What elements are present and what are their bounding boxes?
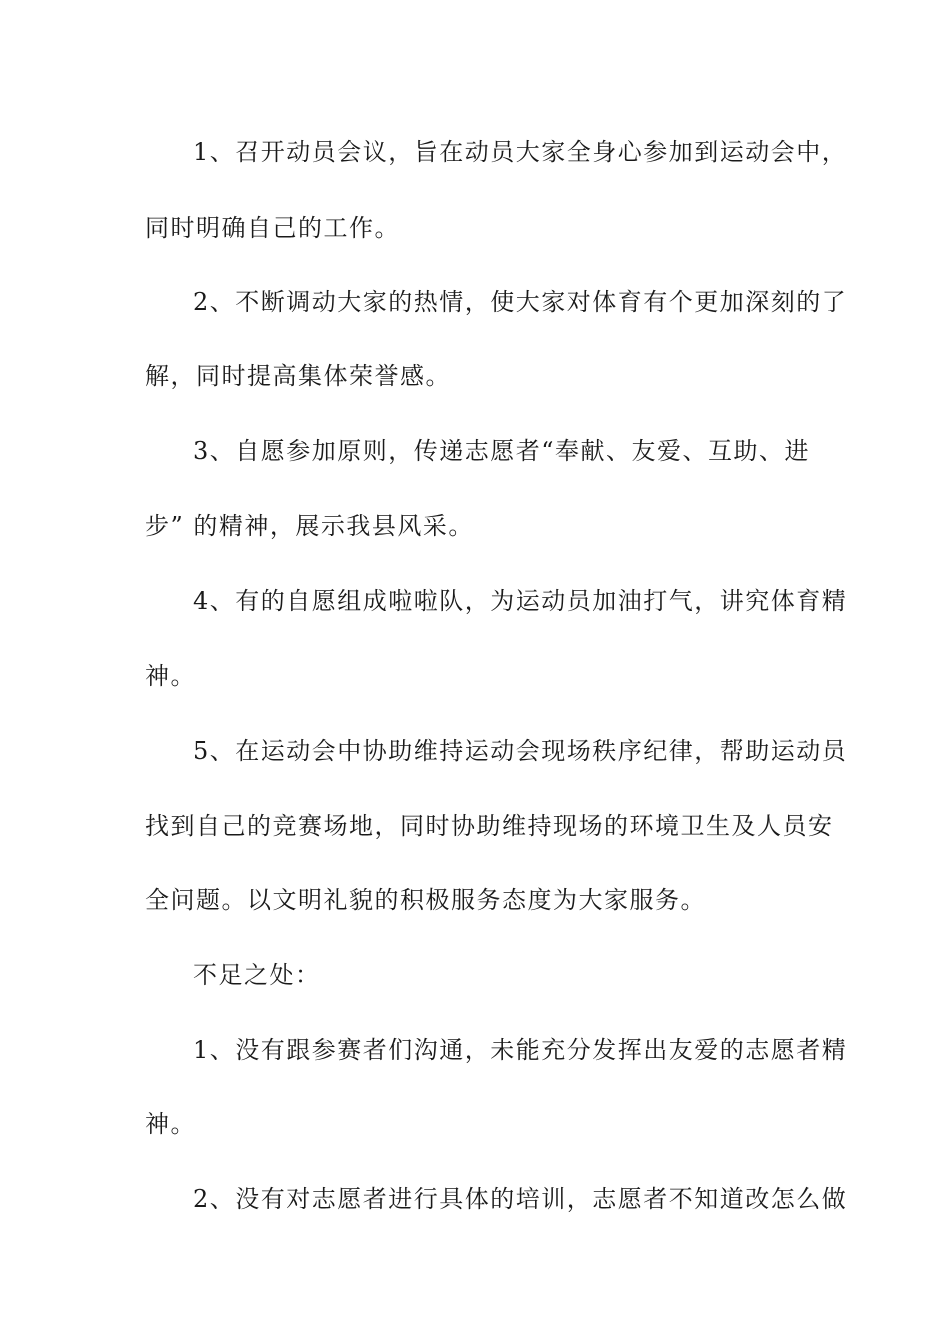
paragraph-5-line-1: 5、在运动会中协助维持运动会现场秩序纪律，帮助运动员: [193, 737, 848, 765]
paragraph-4-line-1: 4、有的自愿组成啦啦队，为运动员加油打气，讲究体育精: [193, 587, 848, 615]
shortcoming-2-line-1: 2、没有对志愿者进行具体的培训，志愿者不知道改怎么做: [193, 1185, 848, 1213]
paragraph-3-line-1: 3、自愿参加原则，传递志愿者“奉献、友爱、互助、进: [193, 437, 811, 465]
shortcoming-1-line-1: 1、没有跟参赛者们沟通，未能充分发挥出友爱的志愿者精: [193, 1036, 848, 1064]
paragraph-2-line-2: 解，同时提高集体荣誉感。: [145, 362, 451, 390]
paragraph-1-line-1: 1、召开动员会议，旨在动员大家全身心参加到运动会中，: [193, 138, 848, 166]
section-heading-shortcomings: 不足之处：: [193, 961, 321, 989]
paragraph-2-line-1: 2、不断调动大家的热情，使大家对体育有个更加深刻的了: [193, 288, 848, 316]
paragraph-5-line-2: 找到自己的竞赛场地，同时协助维持现场的环境卫生及人员安: [145, 812, 834, 840]
paragraph-5-line-3: 全问题。以文明礼貌的积极服务态度为大家服务。: [145, 886, 706, 914]
paragraph-3-line-2: 步” 的精神，展示我县风采。: [145, 512, 474, 540]
paragraph-4-line-2: 神。: [145, 662, 196, 690]
paragraph-1-line-2: 同时明确自己的工作。: [145, 214, 400, 242]
shortcoming-1-line-2: 神。: [145, 1110, 196, 1138]
